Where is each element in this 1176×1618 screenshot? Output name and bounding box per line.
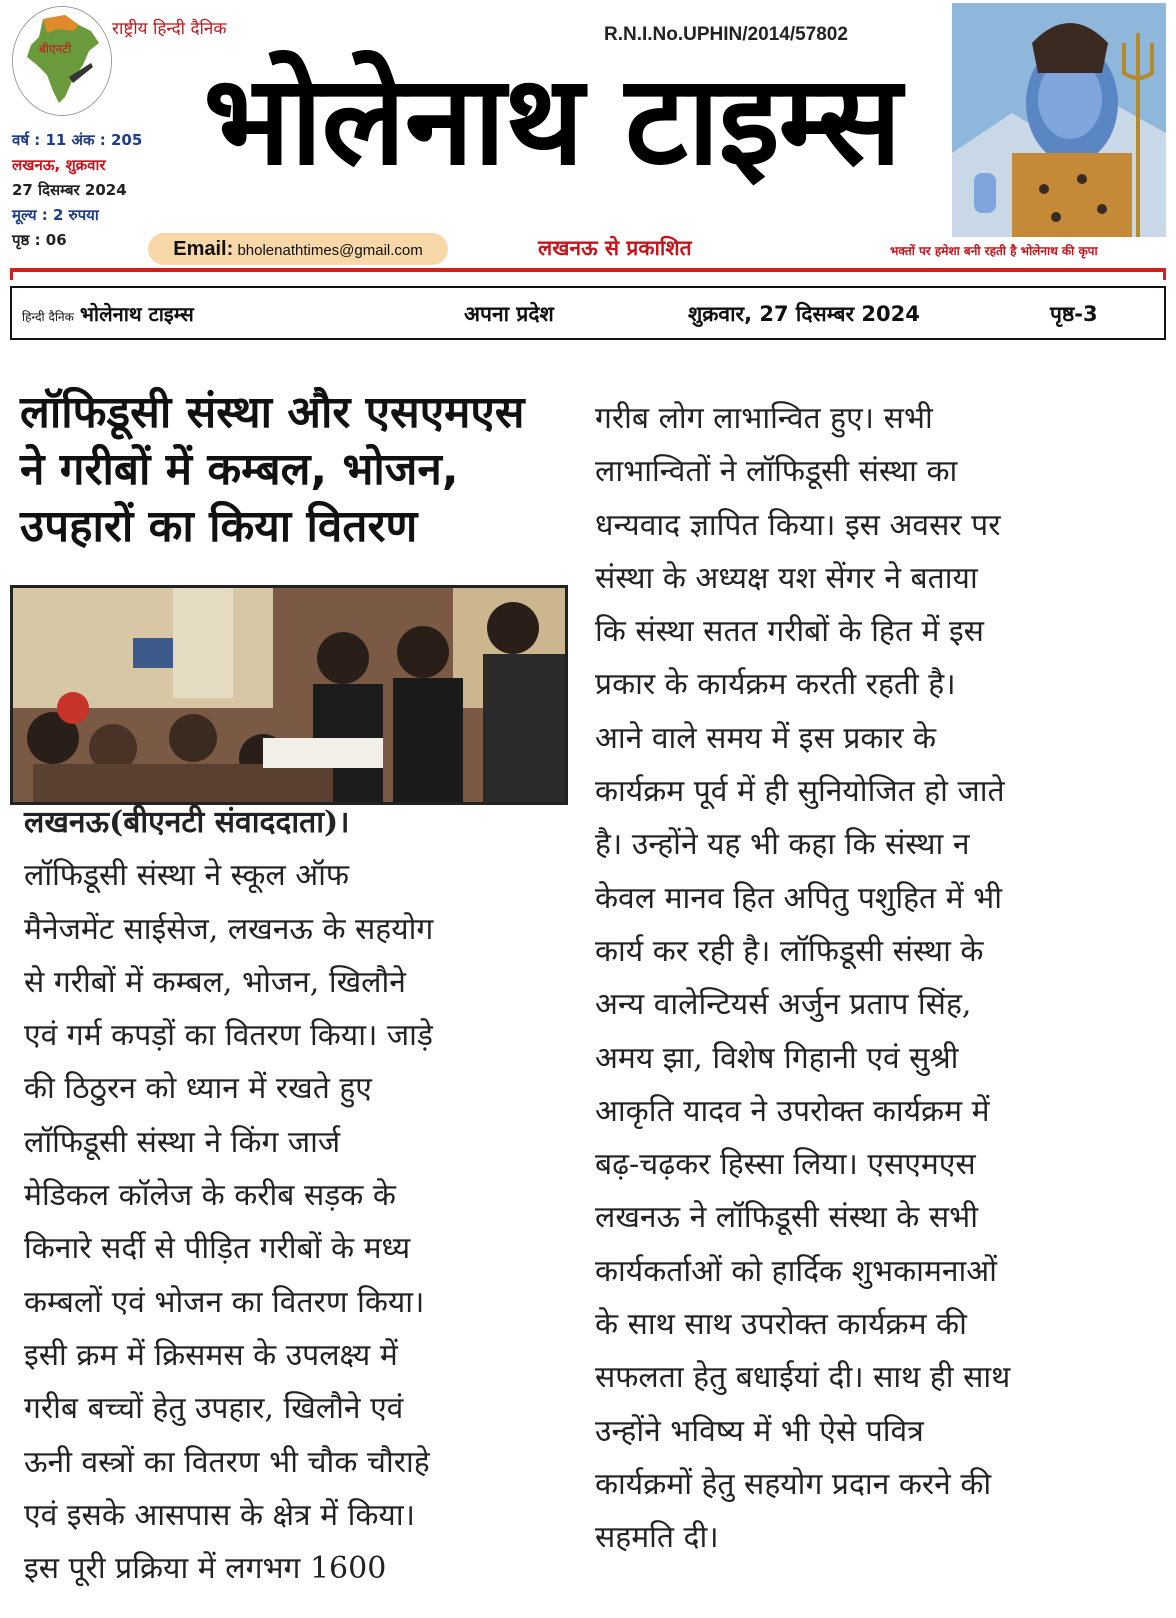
volume-issue: वर्ष : 11 अंक : 205 — [12, 131, 143, 149]
price: मूल्य : 2 रुपया — [12, 206, 99, 224]
body-line: सहमति दी। — [595, 1520, 719, 1556]
body-line: ऊनी वस्त्रों का वितरण भी चौक चौराहे — [24, 1444, 430, 1480]
headline-line: ने गरीबों में कम्बल, भोजन, — [20, 444, 459, 495]
page-strip — [10, 286, 1166, 340]
headline-line: उपहारों का किया वितरण — [20, 501, 418, 552]
newspaper-logo — [12, 6, 112, 116]
body-line: अमय झा, विशेष गिहानी एवं सुश्री — [595, 1040, 959, 1076]
body-line: प्रकार के कार्यक्रम करती रहती है। — [595, 667, 956, 703]
issue-date: 27 दिसम्बर 2024 — [12, 181, 127, 199]
body-line: कार्यकर्ताओं को हार्दिक शुभकामनाओं — [595, 1253, 997, 1289]
strip-section: अपना प्रदेश — [464, 302, 554, 326]
tagline: राष्ट्रीय हिन्दी दैनिक — [112, 19, 227, 39]
divider-tick-left — [10, 268, 13, 280]
article-photo — [10, 585, 568, 805]
email-badge — [148, 233, 448, 265]
rni-number: R.N.I.No.UPHIN/2014/57802 — [604, 24, 848, 45]
body-line: आने वाले समय में इस प्रकार के — [595, 720, 937, 756]
body-line: इसी क्रम में क्रिसमस के उपलक्ष्य में — [24, 1337, 398, 1373]
body-line: सफलता हेतु बधाईयां दी। साथ ही साथ — [595, 1360, 1011, 1396]
distribution-photo-icon — [13, 588, 565, 802]
body-line: की ठिठुरन को ध्यान में रखते हुए — [24, 1071, 372, 1107]
body-line: केवल मानव हित अपितु पशुहित में भी — [595, 880, 1002, 916]
logo-text: बीएनटी — [39, 42, 72, 56]
body-line: के साथ साथ उपरोक्त कार्यक्रम की — [595, 1307, 967, 1343]
published-from: लखनऊ से प्रकाशित — [538, 236, 692, 260]
newspaper-title: भोलेनाथ टाइम्स — [203, 49, 901, 193]
body-line: संस्था के अध्यक्ष यश सेंगर ने बताया — [595, 560, 978, 596]
body-line: उन्होंने भविष्य में भी ऐसे पवित्र — [595, 1413, 924, 1449]
body-line: इस पूरी प्रक्रिया में लगभग 1600 — [24, 1551, 387, 1587]
body-line: मेडिकल कॉलेज के करीब सड़क के — [24, 1178, 396, 1214]
body-line: गरीब बच्चों हेतु उपहार, खिलौने एवं — [24, 1391, 404, 1427]
masthead-divider — [10, 268, 1166, 272]
page-count: पृष्ठ : 06 — [12, 231, 67, 249]
body-line: से गरीबों में कम्बल, भोजन, खिलौने — [24, 964, 406, 1000]
strip-paper — [22, 300, 194, 327]
strip-date: शुक्रवार, 27 दिसम्बर 2024 — [688, 302, 920, 326]
body-line: बढ़-चढ़कर हिस्सा लिया। एसएमएस — [595, 1147, 976, 1183]
headline-line: लॉफिडूसी संस्था और एसएमएस — [20, 387, 525, 438]
body-line: लखनऊ ने लॉफिडूसी संस्था के सभी — [595, 1200, 978, 1236]
article-headline — [20, 384, 580, 555]
deity-image — [952, 3, 1166, 237]
dateline: लखनऊ(बीएनटी संवाददाता)। — [24, 805, 350, 840]
strip-paper-name: भोलेनाथ टाइम्स — [79, 302, 194, 326]
body-line: कि संस्था सतत गरीबों के हित में इस — [595, 614, 984, 650]
body-line: एवं इसके आसपास के क्षेत्र में किया। — [24, 1497, 415, 1533]
body-line: मैनेजमेंट साईसेज, लखनऊ के सहयोग — [24, 911, 434, 947]
body-line: कार्यक्रमों हेतु सहयोग प्रदान करने की — [595, 1466, 992, 1502]
body-line: गरीब लोग लाभान्वित हुए। सभी — [595, 401, 933, 436]
india-map-quill-icon — [13, 7, 111, 115]
body-line: लाभान्वितों ने लॉफिडूसी संस्था का — [595, 454, 958, 490]
divider-tick-right — [1163, 268, 1166, 280]
email-label: Email: — [173, 238, 234, 260]
body-line: धन्यवाद ज्ञापित किया। इस अवसर पर — [595, 507, 1001, 543]
body-line: एवं गर्म कपड़ों का वितरण किया। जाड़े — [24, 1018, 433, 1054]
strip-paper-prefix: हिन्दी दैनिक — [22, 310, 74, 324]
body-line: अन्य वालेन्टियर्स अर्जुन प्रताप सिंह, — [595, 987, 972, 1023]
body-line: कार्य कर रही है। लॉफिडूसी संस्था के — [595, 933, 984, 969]
issue-meta — [12, 128, 162, 253]
body-line: कम्बलों एवं भोजन का वितरण किया। — [24, 1284, 425, 1320]
body-line: है। उन्होंने यह भी कहा कि संस्था न — [595, 827, 970, 863]
body-line: लॉफिडूसी संस्था ने किंग जार्ज — [24, 1124, 341, 1160]
body-line: किनारे सर्दी से पीड़ित गरीबों के मध्य — [24, 1231, 411, 1267]
article-column-left — [24, 796, 564, 1595]
body-line: लॉफिडूसी संस्था ने स्कूल ऑफ — [24, 858, 350, 894]
strip-page-number: पृष्ठ-3 — [1050, 302, 1098, 326]
article-column-right — [595, 392, 1165, 1565]
shiva-illustration-icon — [952, 3, 1166, 237]
email-address[interactable]: bholenathtimes@gmail.com — [237, 242, 423, 259]
body-line: कार्यक्रम पूर्व में ही सुनियोजित हो जाते — [595, 774, 1005, 810]
deity-caption: भक्तों पर हमेशा बनी रहती है भोलेनाथ की कृपा — [890, 244, 1098, 258]
body-line: आकृति यादव ने उपरोक्त कार्यक्रम में — [595, 1093, 990, 1129]
place-day: लखनऊ, शुक्रवार — [12, 156, 106, 174]
